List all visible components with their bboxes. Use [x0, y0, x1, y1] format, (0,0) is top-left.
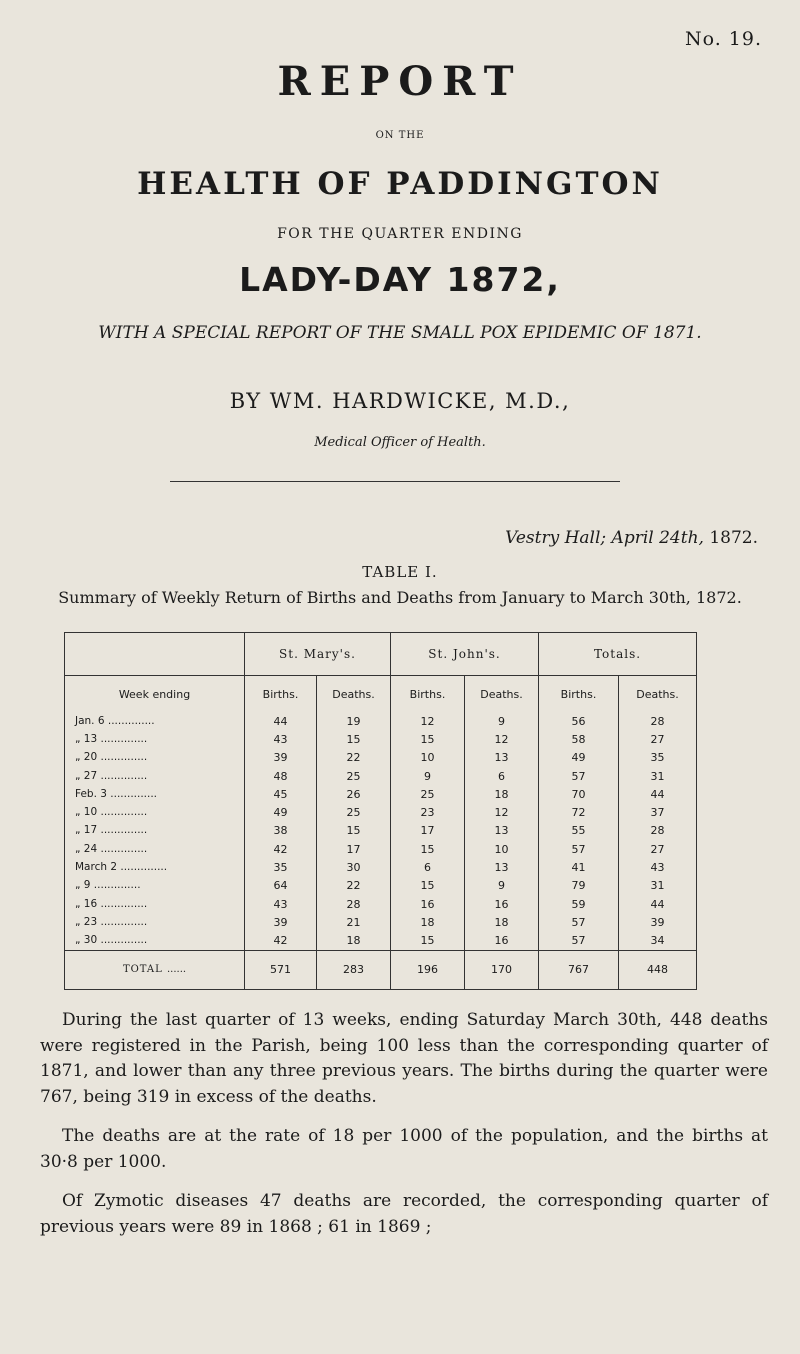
- sub-header-births: Births.: [245, 676, 317, 712]
- value-cell: 15: [317, 731, 391, 749]
- value-cell: 44: [245, 712, 317, 730]
- value-cell: 16: [465, 895, 539, 913]
- week-label: „ 13: [75, 733, 98, 746]
- value-cell: 38: [245, 822, 317, 840]
- total-label: TOTAL ......: [65, 950, 245, 989]
- week-label: „ 17: [75, 824, 98, 837]
- week-cell: „ 9 ..............: [65, 877, 245, 895]
- value-cell: 15: [391, 877, 465, 895]
- place-date-year: 1872.: [709, 528, 758, 548]
- week-cell: „ 30 ..............: [65, 931, 245, 950]
- value-cell: 9: [465, 877, 539, 895]
- value-cell: 17: [391, 822, 465, 840]
- week-label: „ 20: [75, 751, 98, 764]
- value-cell: 55: [539, 822, 619, 840]
- week-cell: „ 20 ..............: [65, 749, 245, 767]
- value-cell: 22: [317, 877, 391, 895]
- table-row: [65, 767, 697, 785]
- table-row: [65, 822, 697, 840]
- week-label: „ 27: [75, 769, 98, 782]
- value-cell: 57: [539, 913, 619, 931]
- value-cell: 13: [465, 822, 539, 840]
- value-cell: 70: [539, 785, 619, 803]
- table-row: [65, 712, 697, 730]
- author-title: Medical Officer of Health.: [314, 435, 486, 450]
- table-row: [65, 877, 697, 895]
- total-value: 767: [539, 950, 619, 989]
- total-value: 283: [317, 950, 391, 989]
- value-cell: 58: [539, 731, 619, 749]
- week-label: Feb. 3: [75, 787, 107, 800]
- table-row: [65, 749, 697, 767]
- group-header-st-marys: St. Mary's.: [245, 633, 391, 676]
- table-row: [65, 931, 697, 950]
- value-cell: 57: [539, 931, 619, 950]
- value-cell: 27: [619, 840, 697, 858]
- value-cell: 72: [539, 804, 619, 822]
- table-row: [65, 731, 697, 749]
- value-cell: 30: [317, 858, 391, 876]
- sub-header-deaths: Deaths.: [317, 676, 391, 712]
- value-cell: 28: [317, 895, 391, 913]
- value-cell: 12: [465, 731, 539, 749]
- total-value: 571: [245, 950, 317, 989]
- total-row: [65, 950, 697, 989]
- total-value: 170: [465, 950, 539, 989]
- total-value: 196: [391, 950, 465, 989]
- value-cell: 10: [465, 840, 539, 858]
- quarter-line: FOR THE QUARTER ENDING: [277, 226, 523, 242]
- report-heading: REPORT: [277, 58, 523, 105]
- value-cell: 25: [317, 804, 391, 822]
- value-cell: 27: [619, 731, 697, 749]
- value-cell: 43: [245, 731, 317, 749]
- value-cell: 23: [391, 804, 465, 822]
- value-cell: 9: [391, 767, 465, 785]
- value-cell: 35: [245, 858, 317, 876]
- week-cell: „ 27 ..............: [65, 767, 245, 785]
- sub-header-row: [65, 676, 697, 712]
- value-cell: 64: [245, 877, 317, 895]
- body-text: [40, 1008, 768, 1254]
- value-cell: 12: [465, 804, 539, 822]
- week-cell: „ 16 ..............: [65, 895, 245, 913]
- value-cell: 44: [619, 785, 697, 803]
- value-cell: 15: [317, 822, 391, 840]
- value-cell: 49: [245, 804, 317, 822]
- sub-header-deaths: Deaths.: [465, 676, 539, 712]
- table-row: [65, 804, 697, 822]
- document-number: No. 19.: [684, 28, 762, 50]
- table-row: [65, 895, 697, 913]
- lady-day-heading: LADY-DAY 1872,: [239, 260, 561, 299]
- sub-header-deaths: Deaths.: [619, 676, 697, 712]
- week-cell: „ 24 ..............: [65, 840, 245, 858]
- total-value: 448: [619, 950, 697, 989]
- table-row: [65, 785, 697, 803]
- value-cell: 31: [619, 877, 697, 895]
- week-label: „ 23: [75, 915, 98, 928]
- value-cell: 45: [245, 785, 317, 803]
- week-cell: Feb. 3 ..............: [65, 785, 245, 803]
- value-cell: 21: [317, 913, 391, 931]
- value-cell: 43: [245, 895, 317, 913]
- week-cell: „ 10 ..............: [65, 804, 245, 822]
- main-title: HEALTH OF PADDINGTON: [137, 166, 663, 202]
- sub-header-births: Births.: [391, 676, 465, 712]
- value-cell: 59: [539, 895, 619, 913]
- table-row: [65, 913, 697, 931]
- week-cell: „ 23 ..............: [65, 913, 245, 931]
- value-cell: 37: [619, 804, 697, 822]
- value-cell: 48: [245, 767, 317, 785]
- week-ending-header: Week ending: [65, 676, 245, 712]
- value-cell: 18: [465, 785, 539, 803]
- week-label: Jan. 6: [75, 714, 105, 727]
- value-cell: 39: [245, 913, 317, 931]
- table-caption: Summary of Weekly Return of Births and Deaths from January to March 30th, 1872.: [58, 588, 742, 607]
- table-row: [65, 858, 697, 876]
- divider-rule: [170, 481, 620, 482]
- value-cell: 12: [391, 712, 465, 730]
- value-cell: 39: [245, 749, 317, 767]
- value-cell: 28: [619, 822, 697, 840]
- value-cell: 49: [539, 749, 619, 767]
- table-row: [65, 840, 697, 858]
- value-cell: 42: [245, 931, 317, 950]
- value-cell: 9: [465, 712, 539, 730]
- value-cell: 15: [391, 731, 465, 749]
- value-cell: 6: [465, 767, 539, 785]
- blank-header-cell: [65, 633, 245, 676]
- value-cell: 18: [317, 931, 391, 950]
- value-cell: 16: [391, 895, 465, 913]
- place-date: [505, 528, 758, 548]
- on-the-label: ON THE: [375, 130, 425, 141]
- value-cell: 19: [317, 712, 391, 730]
- value-cell: 10: [391, 749, 465, 767]
- value-cell: 42: [245, 840, 317, 858]
- value-cell: 16: [465, 931, 539, 950]
- special-report-subtitle: WITH A SPECIAL REPORT OF THE SMALL POX EPIDEMIC OF 1871.: [98, 323, 702, 343]
- total-label-text: TOTAL: [122, 964, 163, 976]
- week-label: March 2: [75, 861, 118, 874]
- place-date-text: Vestry Hall; April 24th,: [505, 528, 704, 548]
- value-cell: 18: [391, 913, 465, 931]
- value-cell: 34: [619, 931, 697, 950]
- value-cell: 35: [619, 749, 697, 767]
- value-cell: 15: [391, 931, 465, 950]
- table-label: TABLE I.: [362, 563, 438, 581]
- value-cell: 13: [465, 749, 539, 767]
- paragraph-3: Of Zymotic diseases 47 deaths are recorded, the corresponding quarter of previous years were 89 in 1868 ; 61 in 1869 ;: [40, 1191, 768, 1237]
- value-cell: 39: [619, 913, 697, 931]
- value-cell: 18: [465, 913, 539, 931]
- table-body: [65, 712, 697, 950]
- value-cell: 6: [391, 858, 465, 876]
- value-cell: 25: [317, 767, 391, 785]
- week-cell: „ 13 ..............: [65, 731, 245, 749]
- group-header-totals: Totals.: [539, 633, 697, 676]
- group-header-st-johns: St. John's.: [391, 633, 539, 676]
- value-cell: 44: [619, 895, 697, 913]
- value-cell: 41: [539, 858, 619, 876]
- week-cell: Jan. 6 ..............: [65, 712, 245, 730]
- value-cell: 57: [539, 767, 619, 785]
- value-cell: 25: [391, 785, 465, 803]
- value-cell: 17: [317, 840, 391, 858]
- value-cell: 22: [317, 749, 391, 767]
- week-label: „ 10: [75, 806, 98, 819]
- week-label: „ 30: [75, 934, 98, 947]
- value-cell: 79: [539, 877, 619, 895]
- week-label: „ 24: [75, 842, 98, 855]
- week-cell: „ 17 ..............: [65, 822, 245, 840]
- value-cell: 28: [619, 712, 697, 730]
- value-cell: 15: [391, 840, 465, 858]
- group-header-row: [65, 633, 697, 676]
- value-cell: 26: [317, 785, 391, 803]
- week-cell: March 2 ..............: [65, 858, 245, 876]
- author-line: BY WM. HARDWICKE, M.D.,: [229, 389, 571, 413]
- paragraph-2: The deaths are at the rate of 18 per 1000 of the population, and the births at 30·8 per 1000.: [40, 1126, 768, 1172]
- sub-header-births: Births.: [539, 676, 619, 712]
- value-cell: 13: [465, 858, 539, 876]
- value-cell: 57: [539, 840, 619, 858]
- births-deaths-table: [64, 632, 697, 990]
- paragraph-1: During the last quarter of 13 weeks, ending Saturday March 30th, 448 deaths were registered in the Parish, being 100 less than the corresponding quarter of 1871, and lower than any three previous years. The births during the quarter were 767, being 319 in excess of the deaths.: [40, 1010, 768, 1107]
- week-label: „ 9: [75, 879, 91, 892]
- value-cell: 56: [539, 712, 619, 730]
- value-cell: 31: [619, 767, 697, 785]
- value-cell: 43: [619, 858, 697, 876]
- week-label: „ 16: [75, 897, 98, 910]
